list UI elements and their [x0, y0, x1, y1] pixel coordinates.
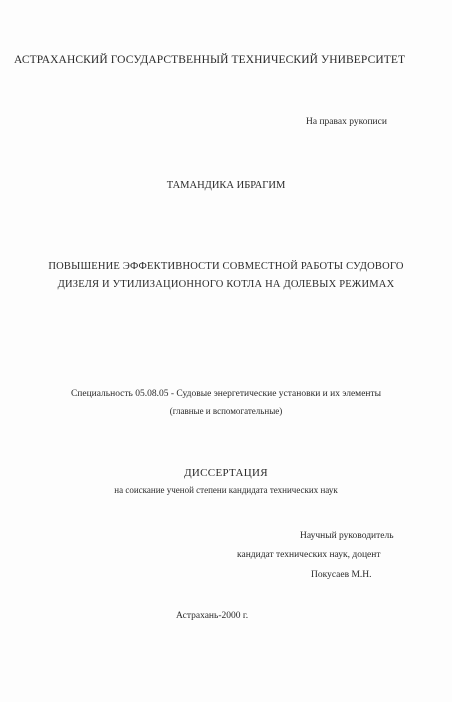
thesis-title-line-2: ДИЗЕЛЯ И УТИЛИЗАЦИОННОГО КОТЛА НА ДОЛЕВЫХ РЕЖИМАХ	[57, 279, 395, 290]
thesis-title-line-1: ПОВЫШЕНИЕ ЭФФЕКТИВНОСТИ СОВМЕСТНОЙ РАБОТЫ СУДОВОГО	[48, 261, 404, 272]
university-name: АСТРАХАНСКИЙ ГОСУДАРСТВЕННЫЙ ТЕХНИЧЕСКИЙ УНИВЕРСИТЕТ	[14, 54, 406, 66]
advisor-role: Научный руководитель	[300, 531, 394, 541]
document-type: ДИССЕРТАЦИЯ	[184, 467, 268, 479]
manuscript-note: На правах рукописи	[306, 117, 387, 127]
advisor-degree: кандидат технических наук, доцент	[237, 550, 381, 560]
city-year: Астрахань-2000 г.	[176, 611, 249, 621]
advisor-name: Покусаев М.Н.	[311, 570, 372, 580]
specialty-line-1: Специальность 05.08.05 - Судовые энергетические установки и их элементы	[70, 389, 382, 399]
specialty-line-2: (главные и вспомогательные)	[169, 406, 283, 416]
author-name: ТАМАНДИКА ИБРАГИМ	[166, 180, 286, 191]
degree-statement: на соискание ученой степени кандидата технических наук	[114, 485, 338, 495]
